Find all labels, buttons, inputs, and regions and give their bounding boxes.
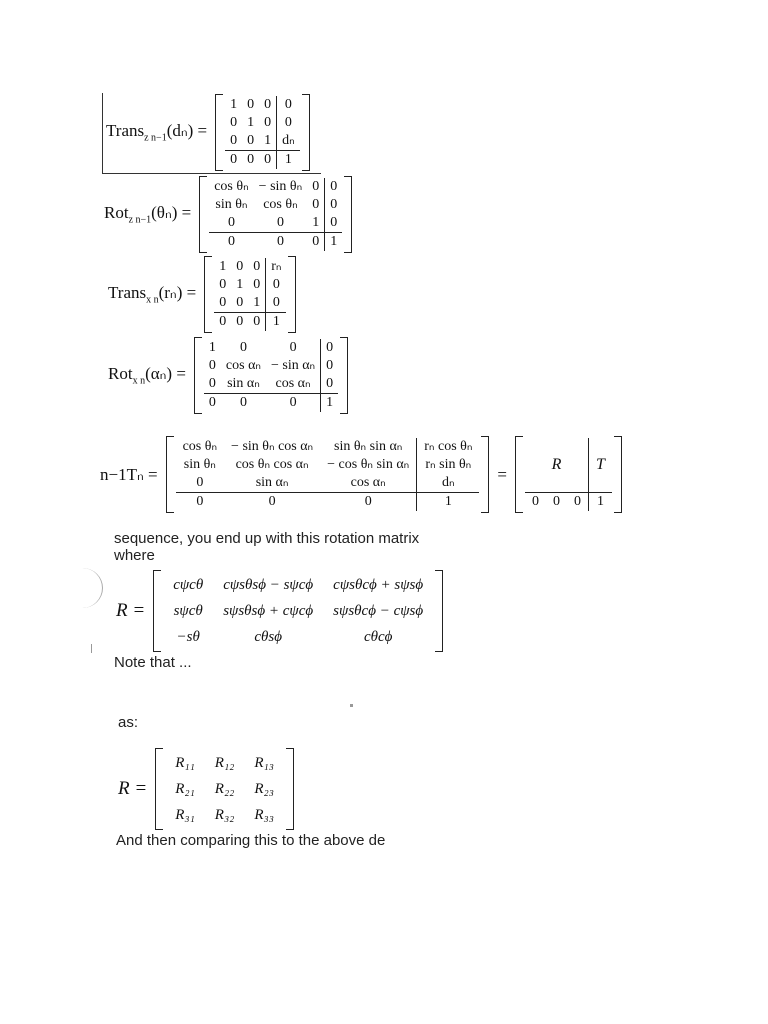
prose-text-1: sequence, you end up with this rotation matrix where — [114, 530, 420, 564]
matrix-cell: sin αₙ — [227, 376, 260, 391]
matrix-cell: 0 — [176, 493, 224, 512]
matrix-cell: 0 — [239, 340, 247, 355]
matrix-row — [204, 375, 338, 394]
matrix-cell: cθsϕ — [254, 629, 282, 645]
matrix-cell: sin θₙ — [183, 457, 216, 472]
block-bottom-cell: 0 — [525, 493, 546, 512]
matrix-cell: dₙ — [277, 132, 300, 151]
matrix-row — [163, 624, 433, 650]
rotation-matrix — [153, 570, 443, 652]
matrix-cell: 1 — [277, 151, 300, 170]
block-t: T — [589, 438, 612, 493]
matrix-cell: 0 — [230, 133, 238, 148]
matrix-cell: 0 — [321, 357, 339, 375]
matrix-row — [204, 339, 338, 357]
matrix-cell: −sθ — [176, 629, 200, 645]
matrix-row — [204, 357, 338, 375]
matrix-cell: rₙ cos θₙ — [417, 438, 480, 456]
block-matrix — [515, 436, 622, 513]
prose-clip-4 — [116, 832, 416, 849]
matrix-cell: cψsθsϕ − sψcϕ — [223, 577, 314, 593]
rot-z-matrix — [199, 176, 352, 253]
matrix-cell: − cos θₙ sin αₙ — [327, 457, 410, 472]
matrix-cell: 1 — [264, 133, 272, 148]
matrix-cell: 0 — [321, 375, 339, 394]
matrix-row — [214, 258, 286, 276]
matrix-cell: 0 — [259, 151, 277, 170]
matrix-row — [163, 598, 433, 624]
matrix-cell: 0 — [325, 196, 343, 214]
matrix-cell: R₂₁ — [175, 781, 195, 797]
stray-dot — [350, 704, 353, 707]
matrix-cell: 0 — [253, 259, 261, 274]
trans-x-matrix — [204, 256, 296, 333]
matrix-cell: 0 — [204, 394, 221, 413]
matrix-cell: 0 — [266, 276, 287, 294]
matrix-cell: sψcθ — [173, 603, 203, 619]
block-bottom-cell: 1 — [589, 493, 612, 512]
matrix-cell: 0 — [320, 493, 417, 512]
matrix-row — [209, 178, 342, 196]
rot-x-matrix — [194, 337, 348, 414]
matrix-cell: 0 — [264, 97, 272, 112]
matrix-cell: 1 — [253, 295, 261, 310]
matrix-row — [176, 474, 480, 493]
matrix-cell: cos αₙ — [275, 376, 311, 391]
matrix-cell: 0 — [208, 358, 216, 373]
crop-arc-decoration — [62, 568, 103, 608]
matrix-cell: 1 — [321, 394, 339, 413]
matrix-row — [214, 313, 286, 332]
matrix-cell: 1 — [236, 277, 244, 292]
matrix-cell: cos θₙ cos αₙ — [235, 457, 309, 472]
matrix-cell: 0 — [227, 215, 235, 230]
matrix-cell: 0 — [242, 151, 259, 170]
matrix-cell: 0 — [221, 394, 266, 413]
generic-rotation-matrix — [155, 748, 294, 830]
matrix-cell: R₁₂ — [214, 755, 235, 771]
matrix-cell: cos αₙ — [350, 475, 386, 490]
matrix-row — [176, 438, 480, 456]
trans-x-label: Trans$_{x n}$(rₙ) = — [108, 283, 197, 306]
matrix-row — [225, 151, 300, 170]
matrix-row — [214, 294, 286, 313]
matrix-cell: 0 — [236, 259, 244, 274]
matrix-row — [209, 196, 342, 214]
prose-text-4: And then comparing this to the above de — [116, 832, 386, 849]
matrix-cell: rₙ sin θₙ — [417, 456, 480, 474]
matrix-cell: 1 — [325, 233, 343, 252]
matrix-cell: 0 — [264, 115, 272, 130]
matrix-cell: R₂₂ — [214, 781, 235, 797]
matrix-cell: 0 — [225, 151, 242, 170]
matrix-cell: 1 — [312, 215, 320, 230]
matrix-cell: 0 — [277, 96, 300, 114]
matrix-cell: 0 — [224, 493, 320, 512]
prose-clip-2 — [114, 654, 354, 671]
rot-x-label: Rot$_{x n}$(αₙ) = — [108, 364, 186, 387]
rot-z-label: Rot$_{z n-1}$(θₙ) = — [104, 203, 192, 226]
matrix-cell: 0 — [312, 179, 320, 194]
rotation-matrix-label: R = — [116, 600, 146, 621]
matrix-cell: rₙ — [266, 258, 287, 276]
matrix-cell: 0 — [289, 340, 297, 355]
matrix-cell: 0 — [266, 394, 321, 413]
matrix-cell: 0 — [253, 277, 261, 292]
matrix-cell: sin θₙ sin αₙ — [334, 439, 403, 454]
matrix-row — [165, 776, 284, 802]
matrix-cell: 1 — [230, 97, 238, 112]
matrix-cell: 0 — [307, 233, 325, 252]
matrix-cell: R₂₃ — [254, 781, 274, 797]
generic-rotation-label: R = — [118, 778, 148, 799]
matrix-cell: 0 — [277, 114, 300, 132]
rot-x-equation — [108, 337, 348, 414]
matrix-cell: − sin θₙ cos αₙ — [231, 439, 314, 454]
matrix-cell: 1 — [247, 115, 255, 130]
matrix-cell: 0 — [230, 115, 238, 130]
matrix-row — [165, 802, 284, 828]
trans-z-equation — [106, 94, 310, 171]
block-bottom-cell: 0 — [546, 493, 567, 512]
matrix-cell: 1 — [219, 259, 227, 274]
trans-z-label: Trans$_{z n-1}$(dₙ) = — [106, 121, 208, 144]
matrix-cell: cos θₙ — [214, 179, 249, 194]
matrix-cell: 0 — [208, 376, 216, 391]
matrix-cell: dₙ — [417, 474, 480, 493]
matrix-cell: sin θₙ — [215, 197, 248, 212]
matrix-cell: − sin αₙ — [270, 358, 316, 373]
matrix-cell: R₁₁ — [175, 755, 195, 771]
matrix-cell: 0 — [219, 277, 227, 292]
matrix-cell: 0 — [248, 313, 266, 332]
rot-z-equation — [104, 176, 352, 253]
matrix-cell: cos θₙ — [263, 197, 298, 212]
matrix-cell: 0 — [231, 313, 248, 332]
block-bottom-cell: 0 — [567, 493, 589, 512]
matrix-cell: sψsθcϕ − cψsϕ — [333, 603, 424, 619]
transform-label: n−1Tₙ = — [100, 464, 158, 484]
matrix-cell: 0 — [325, 214, 343, 233]
matrix-row — [165, 750, 284, 776]
matrix-cell: 0 — [266, 294, 287, 313]
trans-z-matrix — [215, 94, 310, 171]
matrix-cell: 1 — [417, 493, 480, 512]
prose-text-2: Note that ... — [114, 654, 192, 671]
matrix-cell: 0 — [321, 339, 339, 357]
matrix-cell: 1 — [266, 313, 287, 332]
matrix-row — [209, 214, 342, 233]
prose-text-3: as: — [118, 714, 139, 731]
trans-x-equation — [108, 256, 296, 333]
matrix-cell: R₁₃ — [254, 755, 274, 771]
matrix-cell: cψcθ — [173, 577, 204, 593]
rotation-matrix-equation — [116, 570, 443, 652]
matrix-row — [225, 132, 300, 151]
stray-mark — [91, 644, 92, 653]
transform-matrix — [166, 436, 490, 513]
matrix-cell: 0 — [247, 97, 255, 112]
matrix-cell: R₃₃ — [254, 807, 274, 823]
matrix-row — [225, 96, 300, 114]
transform-equation — [100, 436, 622, 513]
matrix-cell: sin αₙ — [255, 475, 289, 490]
matrix-cell: 0 — [196, 475, 204, 490]
matrix-row — [163, 572, 433, 598]
matrix-cell: sψsθsϕ + cψcϕ — [223, 603, 314, 619]
equals-sign: = — [497, 464, 508, 484]
matrix-row — [209, 233, 342, 252]
matrix-cell: 0 — [325, 178, 343, 196]
matrix-cell: 0 — [312, 197, 320, 212]
matrix-cell: R₃₂ — [214, 807, 235, 823]
matrix-cell: 0 — [276, 215, 284, 230]
generic-rotation-equation — [118, 748, 294, 830]
matrix-cell: − sin θₙ — [258, 179, 303, 194]
prose-clip-1 — [114, 530, 454, 564]
matrix-cell: 0 — [236, 295, 244, 310]
matrix-row — [204, 394, 338, 413]
matrix-row — [176, 456, 480, 474]
matrix-cell: cθcϕ — [363, 629, 393, 645]
matrix-cell: 0 — [247, 133, 255, 148]
matrix-row — [176, 493, 480, 512]
matrix-cell: cos αₙ — [225, 358, 261, 373]
matrix-cell: cψsθcϕ + sψsϕ — [333, 577, 424, 593]
matrix-row — [225, 114, 300, 132]
matrix-cell: R₃₁ — [175, 807, 195, 823]
matrix-cell: cos θₙ — [182, 439, 218, 454]
matrix-row — [214, 276, 286, 294]
block-r: R — [551, 456, 562, 473]
matrix-cell: 0 — [219, 295, 227, 310]
matrix-cell: 0 — [214, 313, 231, 332]
matrix-cell: 0 — [209, 233, 253, 252]
matrix-cell: 1 — [208, 340, 216, 355]
matrix-cell: 0 — [254, 233, 308, 252]
